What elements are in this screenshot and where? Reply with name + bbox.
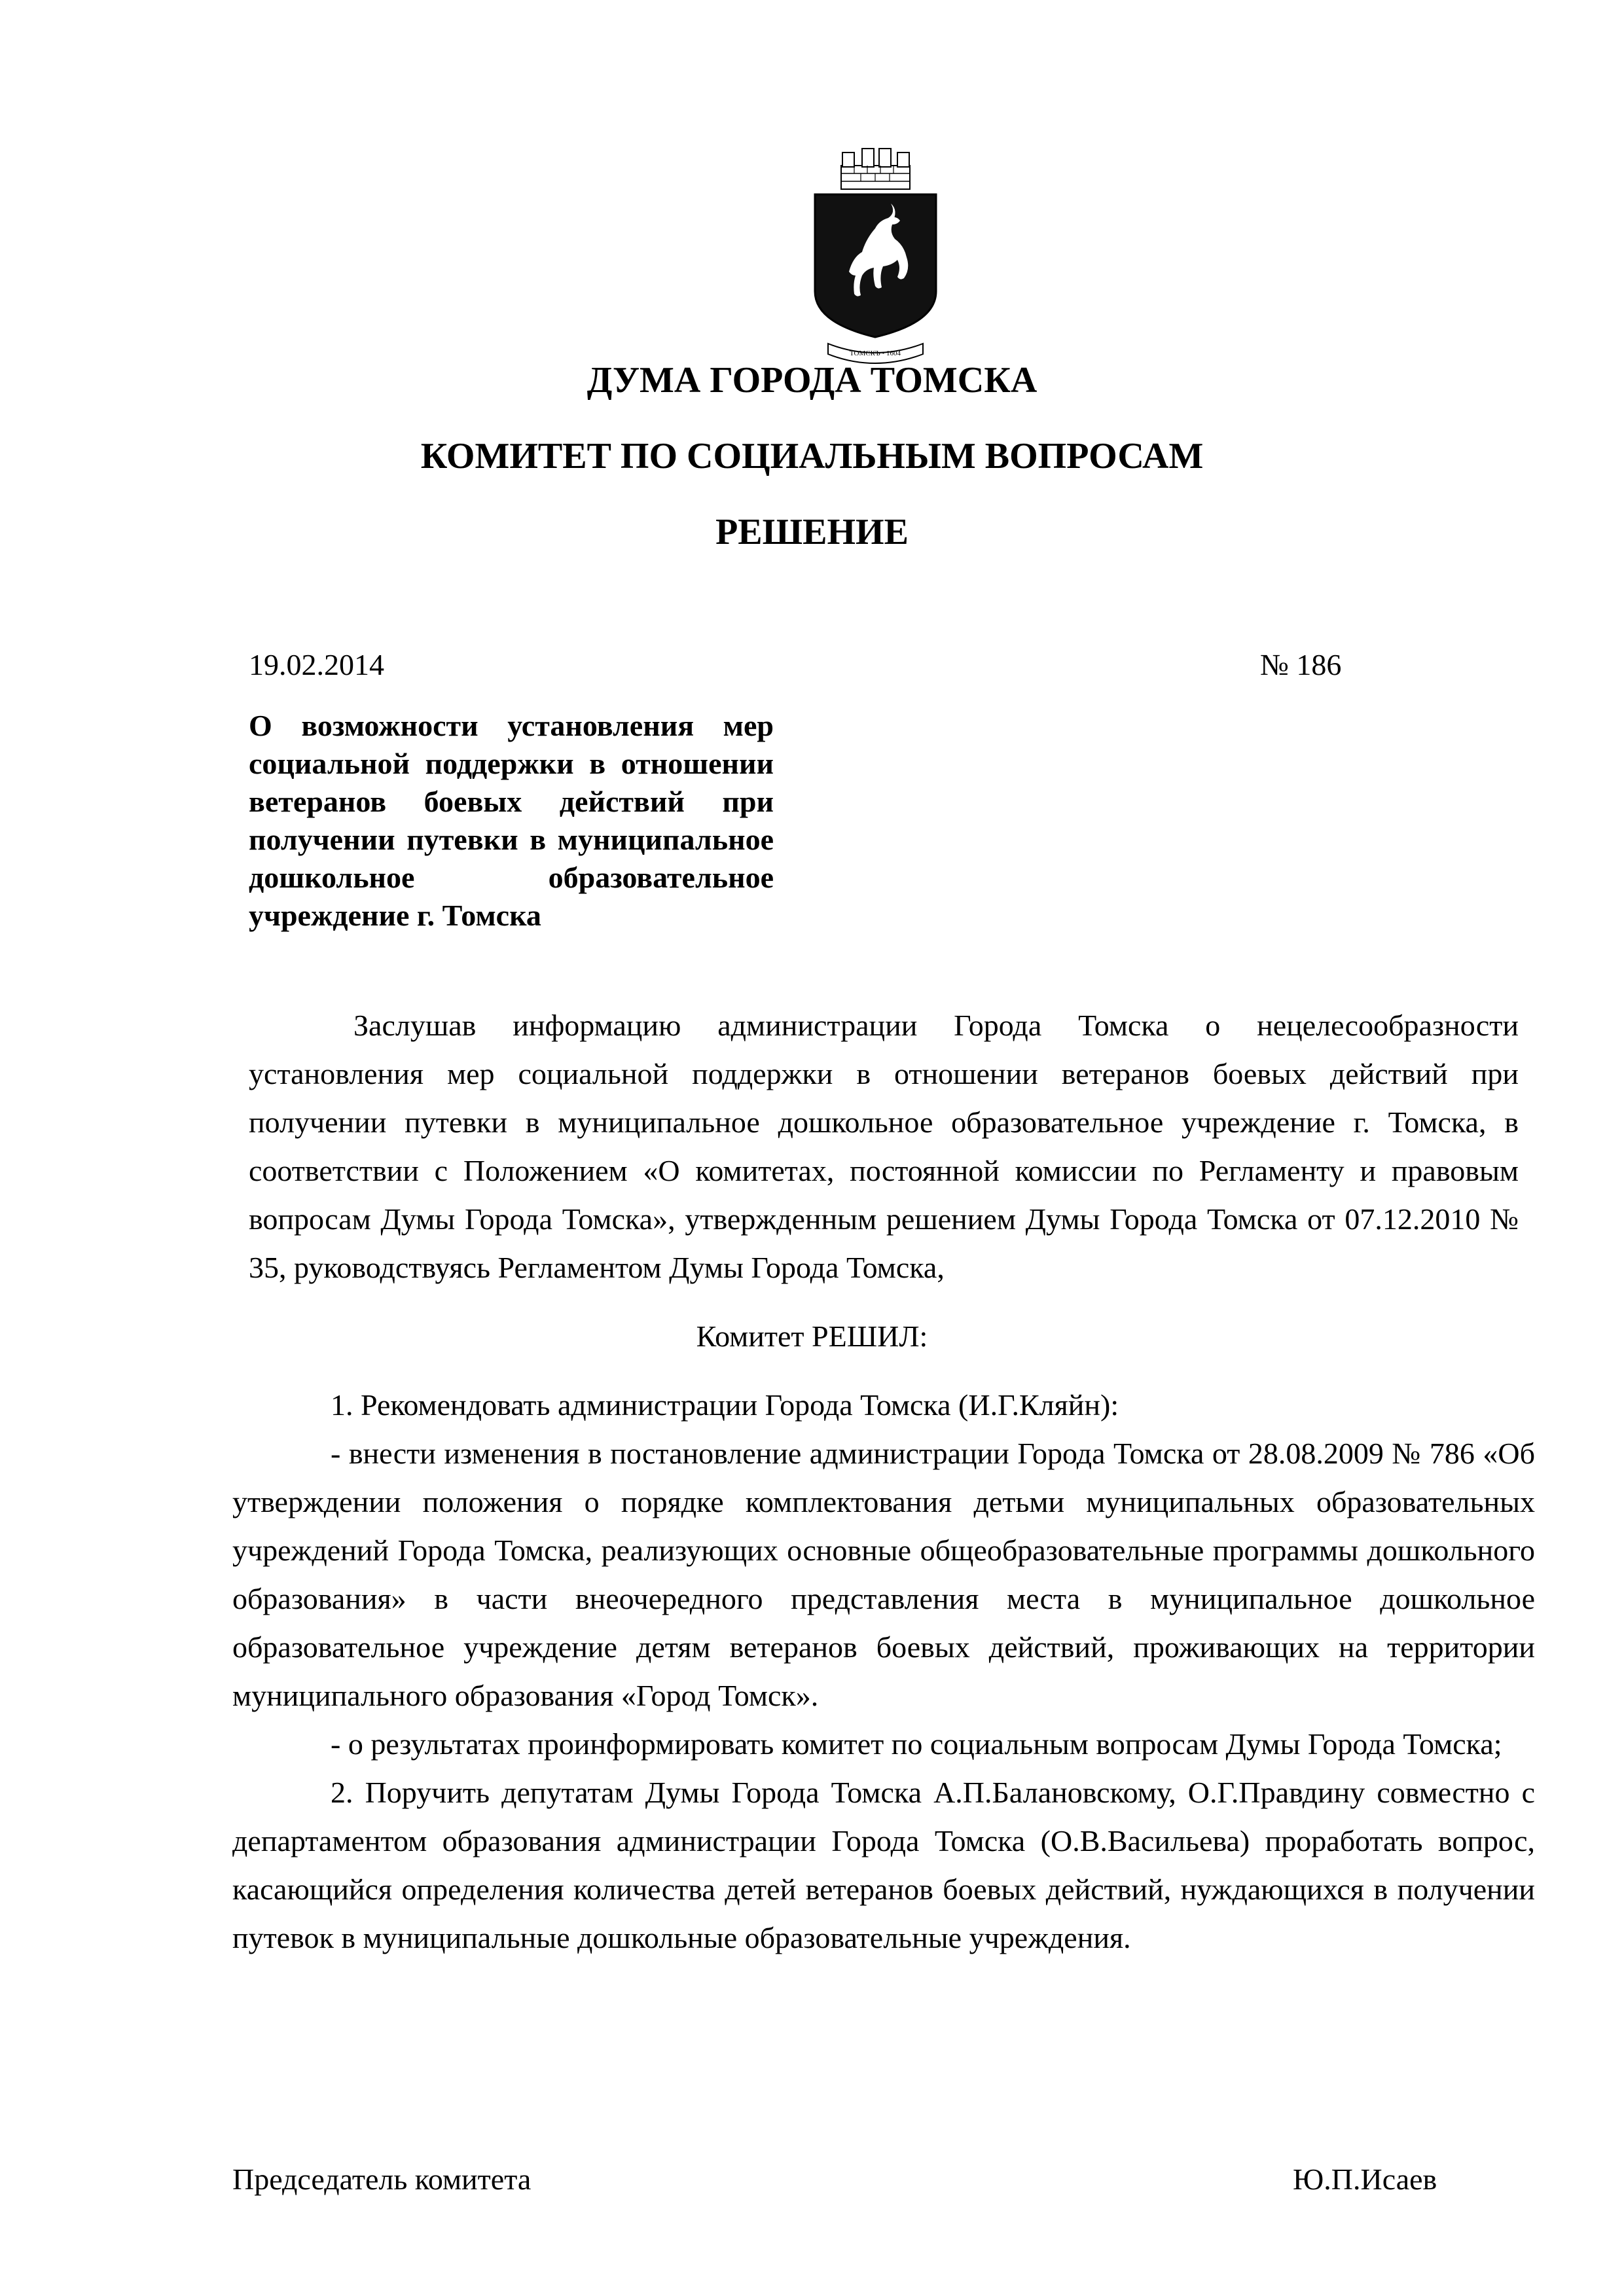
- decision-items: [232, 1381, 1535, 1962]
- decision-item: - о результатах проинформировать комитет по социальным вопросам Думы Города Томска;: [331, 1727, 1502, 1761]
- tomsk-coat-of-arms-emblem: [802, 147, 949, 370]
- decision-item: 2. Поручить депутатам Думы Города Томска А.П.Балановскому, О.Г.Правдину совместно с департаментом образования администрации Города Томска (О.В.Васильева) проработать вопрос, касающийся определения количества детей ветеранов боевых действий, нуждающихся в получении путевок в муниципальные дошкольные образовательные учреждения.: [232, 1776, 1535, 1954]
- signatory-title: Председатель комитета: [232, 2162, 532, 2196]
- document-number: № 186: [1260, 648, 1342, 681]
- resolved-label: Комитет РЕШИЛ:: [696, 1319, 928, 1353]
- document-type-title: РЕШЕНИЕ: [715, 512, 909, 552]
- organization-title: ДУМА ГОРОДА ТОМСКА: [586, 360, 1038, 401]
- document-subject: О возможности установления мер социальной поддержки в отношении ветеранов боевых действий при получении путевки в муниципальное дошкольное образовательное учреждение г. Томска: [249, 709, 774, 932]
- svg-text:ТОМСКЪ • 1604: ТОМСКЪ • 1604: [849, 350, 901, 357]
- document-date: 19.02.2014: [249, 648, 384, 681]
- decision-item: 1. Рекомендовать администрации Города Томска (И.Г.Кляйн):: [331, 1388, 1119, 1422]
- decision-item: - внести изменения в постановление администрации Города Томска от 28.08.2009 № 786 «Об утверждении положения о порядке комплектования детьми муниципальных образовательных учреждений Города Томска, реализующих основные общеобразовательные программы дошкольного образования» в части внеочередного представления места в муниципальное дошкольное образовательное учреждение детям ветеранов боевых действий, проживающих на территории муниципального образования «Город Томск».: [232, 1437, 1535, 1712]
- preamble-paragraph: Заслушав информацию администрации Города Томска о нецелесообразности установления мер социальной поддержки в отношении ветеранов боевых действий при получении путевки в муниципальное дошкольное образовательное учреждение г. Томска, в соответствии с Положением «О комитетах, постоянной комиссии по Регламенту и правовым вопросам Думы Города Томска», утвержденным решением Думы Города Томска от 07.12.2010 № 35, руководствуясь Регламентом Думы Города Томска,: [249, 1009, 1519, 1284]
- signatory-name: Ю.П.Исаев: [1293, 2162, 1437, 2196]
- committee-title: КОМИТЕТ ПО СОЦИАЛЬНЫМ ВОПРОСАМ: [420, 436, 1204, 476]
